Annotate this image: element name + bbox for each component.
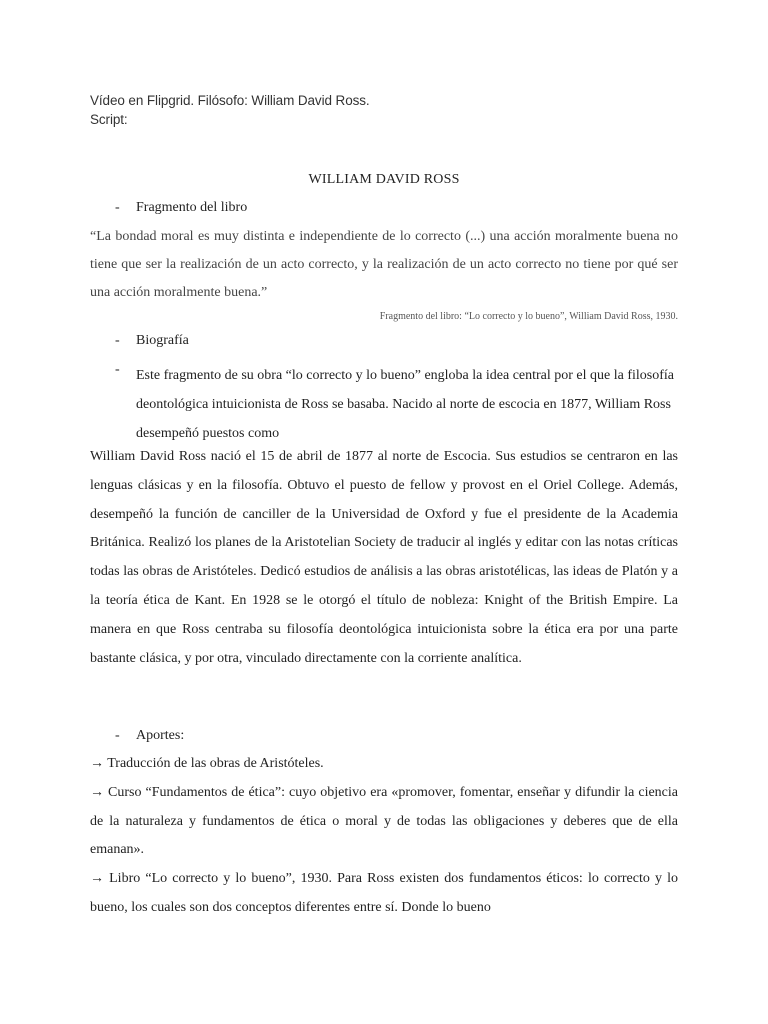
section-fragmento-label: Fragmento del libro xyxy=(136,200,248,215)
header-line-1: Vídeo en Flipgrid. Filósofo: William David Ross. xyxy=(90,93,370,108)
aportes-list xyxy=(90,750,678,923)
aporte-item: → Traducción de las obras de Aristóteles. xyxy=(90,756,324,771)
bullet-dash: - xyxy=(115,333,120,348)
bullet-dash: - xyxy=(115,200,120,215)
aporte-item: → Curso “Fundamentos de ética”: cuyo objetivo era «promover, fomentar, enseñar y difundir la ciencia de la naturaleza y fundamentos de ética o moral y de todas las obligaciones y deberes que de ella emanan». xyxy=(90,784,678,858)
biography-paragraph: William David Ross nació el 15 de abril de 1877 al norte de Escocia. Sus estudios se centraron en las lenguas clásicas y en la filosofía. Obtuvo el puesto de fellow y provost en el Oriel College. Además, desempeñó la función de canciller de la Universidad de Oxford y fue el presidente de la Academia Británica. Realizó los planes de la Aristotelian Society de traducir al inglés y editar con las notas críticas todas las obras de Aristóteles. Dedicó estudios de análisis a las obras aristotélicas, las ideas de Platón y a la teoría ética de Kant. En 1928 se le otorgó el título de nobleza: Knight of the British Empire. La manera en que Ross centraba su filosofía deontológica intuicionista sobre la ética era por una parte bastante clásica, y por otra, vinculado directamente con la corriente analítica. xyxy=(90,449,678,666)
bullet-dash: - xyxy=(115,728,120,743)
bullet-fragmento-text: Este fragmento de su obra “lo correcto y lo bueno” engloba la idea central por el que la filosofía deontológica intuicionista de Ross se basaba. Nacido al norte de escocia en 1877, William Ross desempeñó puestos como xyxy=(136,368,675,441)
section-aportes-label: Aportes: xyxy=(136,728,185,743)
quote-caption: Fragmento del libro: “Lo correcto y lo bueno”, William David Ross, 1930. xyxy=(379,311,678,322)
document-title: WILLIAM DAVID ROSS xyxy=(308,172,460,187)
book-quote: “La bondad moral es muy distinta e independiente de lo correcto (...) una acción moralmente buena no tiene que ser la realización de un acto correcto, y la realización de un acto correcto no tiene por qué ser una acción moralmente buena.” xyxy=(90,229,678,300)
section-biografia-label: Biografía xyxy=(136,333,189,348)
aporte-item: → Libro “Lo correcto y lo bueno”, 1930. Para Ross existen dos fundamentos éticos: lo correcto y lo bueno, los cuales son dos conceptos diferentes entre sí. Donde lo bueno xyxy=(90,871,678,915)
bullet-dash: - xyxy=(115,362,120,377)
header-line-2: Script: xyxy=(90,112,128,127)
